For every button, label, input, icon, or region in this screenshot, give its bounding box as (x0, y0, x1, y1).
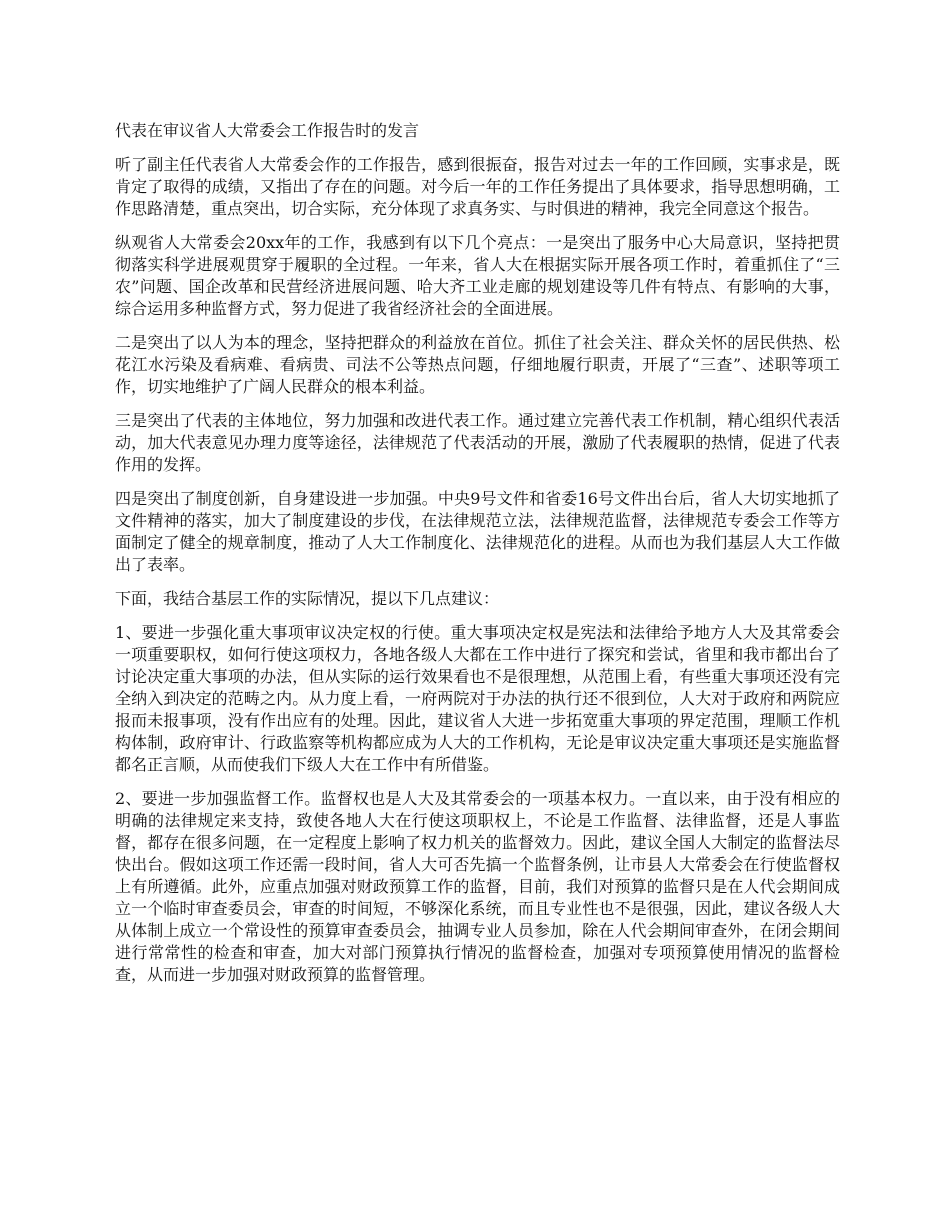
paragraph-4: 三是突出了代表的主体地位，努力加强和改进代表工作。通过建立完善代表工作机制，精心组织代表活动，加大代表意见办理力度等途径，法律规范了代表活动的开展，激励了代表履职的热情，促进了代表作用的发挥。 (115, 411, 840, 474)
document-body (115, 120, 840, 998)
paragraph-2: 纵观省人大常委会20xx年的工作，我感到有以下几个亮点：一是突出了服务中心大局意识，坚持把贯彻落实科学进展观贯穿于履职的全过程。一年来，省人大在根据实际开展各项工作时，着重抓住了“三农”问题、国企改革和民营经济进展问题、哈大齐工业走廊的规划建设等几件有特点、有影响的大事，综合运用多种监督方式，努力促进了我省经济社会的全面进展。 (115, 233, 840, 318)
paragraph-8: 2、要进一步加强监督工作。监督权也是人大及其常委会的一项基本权力。一直以来，由于没有相应的明确的法律规定来支持，致使各地人大在行使这项职权上，不论是工作监督、法律监督，还是人事监督，都存在很多问题，在一定程度上影响了权力机关的监督效力。因此，建议全国人大制定的监督法尽快出台。假如这项工作还需一段时间，省人大可否先搞一个监督条例，让市县人大常委会在行使监督权上有所遵循。此外，应重点加强对财政预算工作的监督，目前，我们对预算的监督只是在人代会期间成立一个临时审查委员会，审查的时间短，不够深化系统，而且专业性也不是很强，因此，建议各级人大从体制上成立一个常设性的预算审查委员会，抽调专业人员参加，除在人代会期间审查外，在闭会期间进行常常性的检查和审查，加大对部门预算执行情况的监督检查，加强对专项预算使用情况的监督检查，从而进一步加强对财政预算的监督管理。 (115, 789, 840, 984)
document-title: 代表在审议省人大常委会工作报告时的发言 (115, 121, 420, 140)
paragraph-7: 1、要进一步强化重大事项审议决定权的行使。重大事项决定权是宪法和法律给予地方人大及其常委会一项重要职权，如何行使这项权力，各地各级人大都在工作中进行了探究和尝试，省里和我市都出台了讨论决定重大事项的办法，但从实际的运行效果看也不是很理想，从范围上看，有些重大事项还没有完全纳入到决定的范畴之内。从力度上看，一府两院对于办法的执行还不很到位，人大对于政府和两院应报而未报事项，没有作出应有的处理。因此，建议省人大进一步拓宽重大事项的界定范围，理顺工作机构体制，政府审计、行政监察等机构都应成为人大的工作机构，无论是审议决定重大事项还是实施监督都名正言顺，从而使我们下级人大在工作中有所借鉴。 (115, 623, 840, 774)
paragraph-6: 下面，我结合基层工作的实际情况，提以下几点建议： (115, 589, 500, 608)
paragraph-5: 四是突出了制度创新，自身建设进一步加强。中央9号文件和省委16号文件出台后，省人大切实地抓了文件精神的落实，加大了制度建设的步伐，在法律规范立法，法律规范监督，法律规范专委会工作等方面制定了健全的规章制度，推动了人大工作制度化、法律规范化的进程。从而也为我们基层人大工作做出了表率。 (115, 489, 840, 574)
paragraph-1: 听了副主任代表省人大常委会作的工作报告，感到很振奋，报告对过去一年的工作回顾，实事求是，既肯定了取得的成绩，又指出了存在的问题。对今后一年的工作任务提出了具体要求，指导思想明确，工作思路清楚，重点突出，切合实际，充分体现了求真务实、与时俱进的精神，我完全同意这个报告。 (115, 155, 840, 218)
paragraph-3: 二是突出了以人为本的理念，坚持把群众的利益放在首位。抓住了社会关注、群众关怀的居民供热、松花江水污染及看病难、看病贵、司法不公等热点问题，仔细地履行职责，开展了“三查”、述职等项工作，切实地维护了广阔人民群众的根本利益。 (115, 333, 840, 396)
